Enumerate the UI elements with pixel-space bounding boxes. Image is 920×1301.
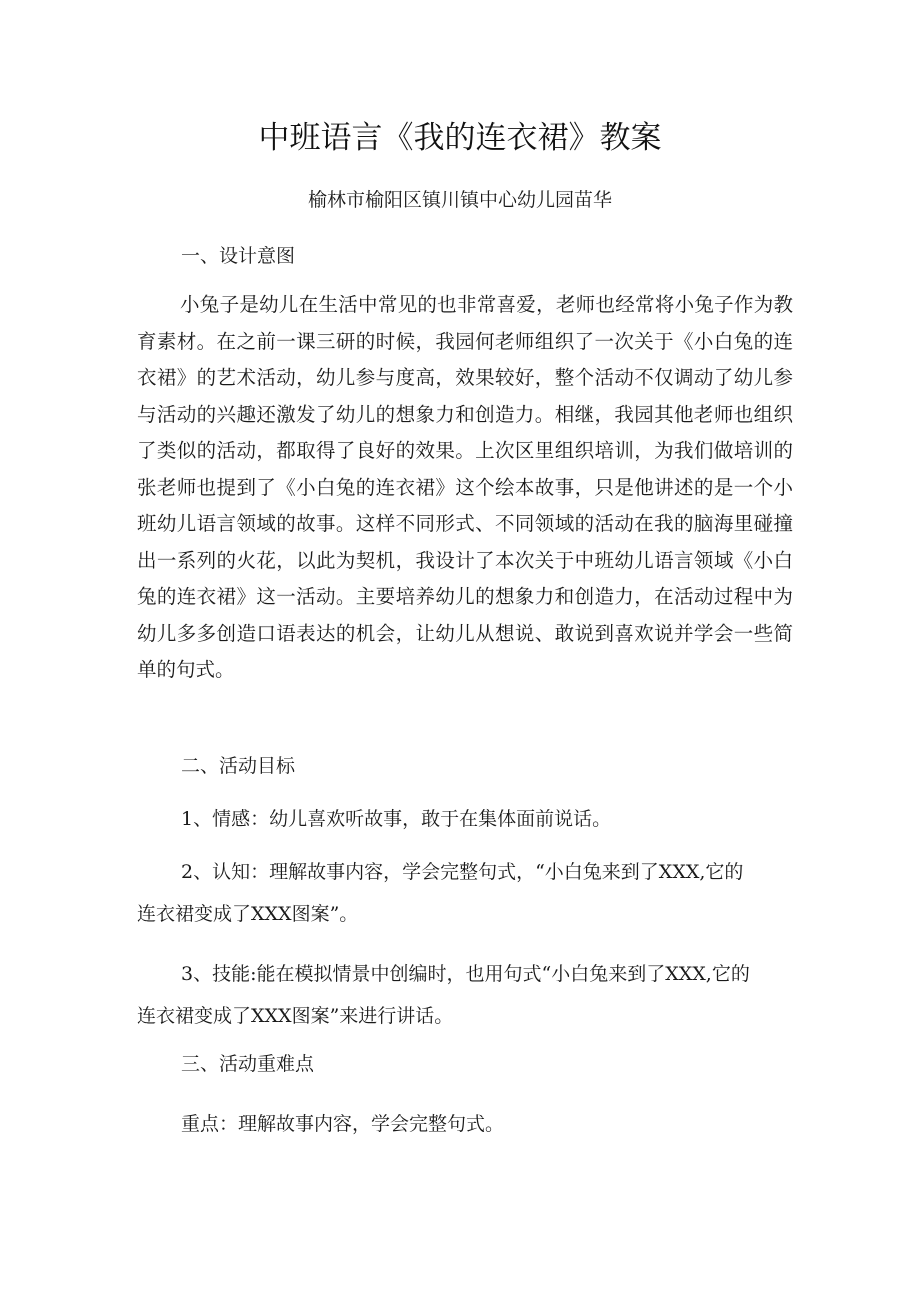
- goal-cognition-line-1: 2、认知：理解故事内容，学会完整句式，“小白兔来到了XXX,它的: [181, 861, 744, 883]
- section-heading-design-intent: 一、设计意图: [181, 245, 296, 267]
- key-point-focus: 重点：理解故事内容，学会完整句式。: [181, 1113, 505, 1135]
- document-title: 中班语言《我的连衣裙》教案: [258, 120, 662, 156]
- goal-skill-line-2: 连衣裙变成了XXX图案”来进行讲话。: [137, 1005, 454, 1027]
- goal-skill: [137, 953, 797, 1037]
- goal-emotion: 1、情感：幼儿喜欢听故事，敢于在集体面前说话。: [181, 808, 612, 830]
- goal-cognition: [137, 851, 797, 935]
- section-heading-goals: 二、活动目标: [181, 755, 296, 777]
- section-heading-key-points: 三、活动重难点: [181, 1053, 315, 1075]
- goal-skill-line-1: 3、技能:能在模拟情景中创编时，也用句式“小白兔来到了XXX,它的: [181, 963, 750, 985]
- author-line: 榆林市榆阳区镇川镇中心幼儿园苗华: [307, 189, 612, 211]
- goal-cognition-line-2: 连衣裙变成了XXX图案”。: [137, 903, 359, 925]
- design-intent-paragraph: 小兔子是幼儿在生活中常见的也非常喜爱，老师也经常将小兔子作为教育素材。在之前一课三研的时候，我园何老师组织了一次关于《小白兔的连衣裙》的艺术活动，幼儿参与度高，效果较好，整个活动不仅调动了幼儿参与活动的兴趣还激发了幼儿的想象力和创造力。相继，我园其他老师也组织了类似的活动，都取得了良好的效果。上次区里组织培训，为我们做培训的张老师也提到了《小白兔的连衣裙》这个绘本故事，只是他讲述的是一个小班幼儿语言领域的故事。这样不同形式、不同领域的活动在我的脑海里碰撞出一系列的火花，以此为契机，我设计了本次关于中班幼儿语言领域《小白兔的连衣裙》这一活动。主要培养幼儿的想象力和创造力，在活动过程中为幼儿多多创造口语表达的机会，让幼儿从想说、敢说到喜欢说并学会一些简单的句式。: [137, 293, 793, 681]
